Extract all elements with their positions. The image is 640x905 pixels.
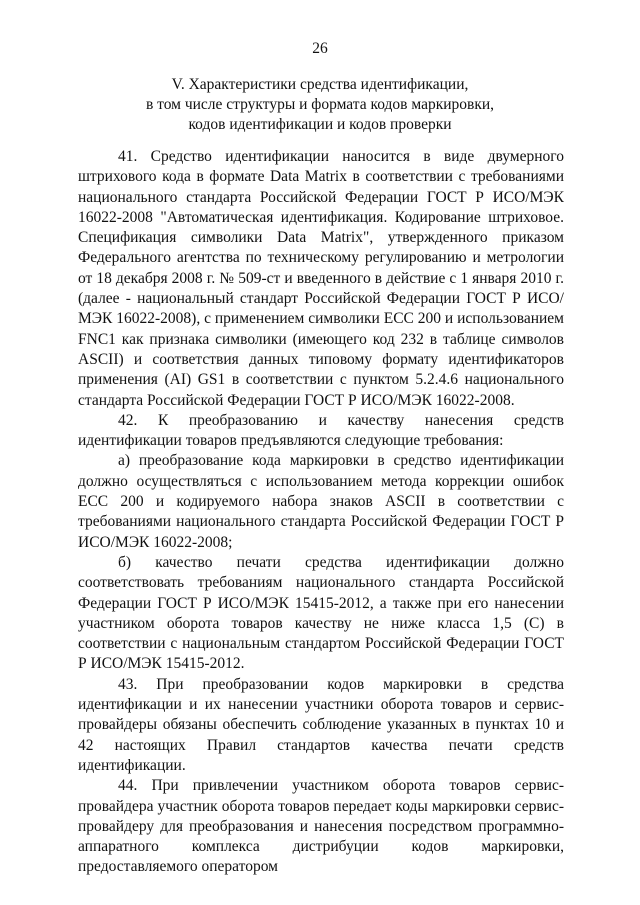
paragraph-44: 44. При привлечении участником оборота товаров сервис-провайдера участник оборота товаров передает коды маркировки сервис-провайдеру для преобразования и нанесения посредством программно-аппаратного комплекса дистрибуции кодов маркировки, предоставляемого оператором	[78, 777, 564, 876]
heading-line-1: V. Характеристики средства идентификации,	[171, 76, 469, 93]
paragraph-43: 43. При преобразовании кодов маркировки в средства идентификации и их нанесении участники оборота товаров и сервис-провайдеры обязаны обеспечить соблюдение указанных в пунктах 10 и 42 настоящих Правил стандартов качества печати средств идентификации.	[78, 675, 564, 774]
document-body	[78, 147, 564, 878]
heading-line-2: в том числе структуры и формата кодов маркировки,	[145, 96, 495, 113]
paragraph-42: 42. К преобразованию и качеству нанесения средств идентификации товаров предъявляются следующие требования:	[78, 411, 564, 450]
heading-line-3: кодов идентификации и кодов проверки	[188, 116, 452, 133]
page-number: 26	[312, 40, 328, 57]
section-heading	[0, 75, 640, 135]
paragraph-41: 41. Средство идентификации наносится в виде двумерного штрихового кода в формате Data Matrix в соответствии с требованиями национального стандарта Российской Федерации ГОСТ Р ИСО/МЭК 16022-2008 "Автоматическая идентификация. Кодирование штриховое. Спецификация символики Data Matrix", утвержденного приказом Федерального агентства по техническому регулированию и метрологии от 18 декабря 2008 г. № 509-ст и введенного в действие с 1 января 2010 г. (далее - национальный стандарт Российской Федерации ГОСТ Р ИСО/МЭК 16022-2008), с применением символики ЕСС 200 и использованием FNC1 как признака символики (имеющего код 232 в таблице символов ASCII) и соответствия данных типовому формату идентификаторов применения (AI) GS1 в соответствии с пунктом 5.2.4.6 национального стандарта Российской Федерации ГОСТ Р ИСО/МЭК 16022-2008.	[78, 148, 564, 409]
paragraph-42-b: б) качество печати средства идентификации должно соответствовать требованиям национального стандарта Российской Федерации ГОСТ Р ИСО/МЭК 15415-2012, а также при его нанесении участником оборота товаров качеству не ниже класса 1,5 (С) в соответствии с национальным стандартом Российской Федерации ГОСТ Р ИСО/МЭК 15415-2012.	[78, 553, 564, 673]
paragraph-42-a: а) преобразование кода маркировки в средство идентификации должно осуществляться с использованием метода коррекции ошибок ЕСС 200 и кодируемого набора знаков ASCII в соответствии с требованиями национального стандарта Российской Федерации ГОСТ Р ИСО/МЭК 16022-2008;	[78, 452, 564, 551]
